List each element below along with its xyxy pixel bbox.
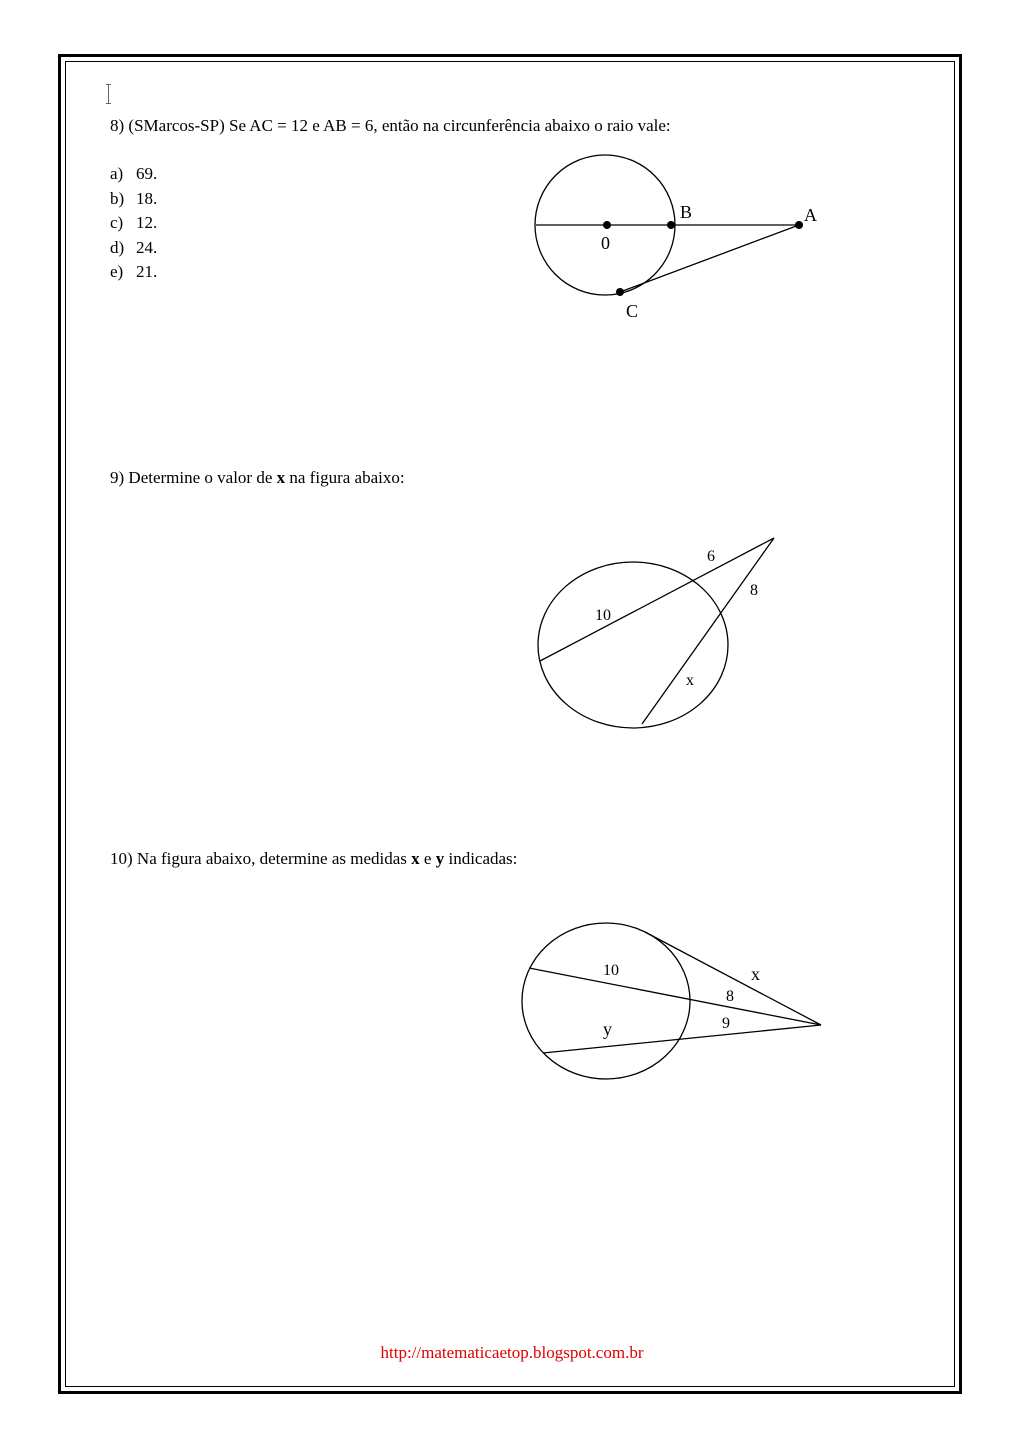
fig10-secant-1 bbox=[529, 968, 821, 1025]
fig9-label-x: x bbox=[686, 672, 694, 689]
fig10-label-8: 8 bbox=[726, 988, 734, 1005]
figure-9 bbox=[538, 538, 774, 728]
question-8-text: 8) (SMarcos-SP) Se AC = 12 e AB = 6, então na circunferência abaixo o raio vale: bbox=[110, 116, 671, 135]
fig9-label-6: 6 bbox=[707, 548, 715, 565]
fig8-tangent-line bbox=[620, 225, 799, 292]
option-d: d) 24. bbox=[110, 237, 158, 257]
option-e: e) 21. bbox=[110, 262, 158, 281]
fig8-points bbox=[603, 221, 803, 296]
fig10-label-9: 9 bbox=[722, 1015, 730, 1032]
figure-10 bbox=[522, 923, 821, 1079]
fig10-tangent bbox=[645, 932, 821, 1025]
label-b: B bbox=[680, 202, 693, 222]
point-b bbox=[667, 221, 675, 229]
option-c: c) 12. bbox=[110, 213, 158, 232]
label-a: A bbox=[804, 205, 817, 225]
fig9-label-8: 8 bbox=[750, 582, 758, 599]
fig10-circle bbox=[522, 923, 690, 1079]
fig10-label-y: y bbox=[603, 1019, 612, 1039]
fig10-label-10: 10 bbox=[603, 962, 619, 979]
option-b: b) 18. bbox=[110, 188, 158, 208]
point-o bbox=[603, 221, 611, 229]
fig10-secant-2 bbox=[543, 1025, 821, 1053]
point-c bbox=[616, 288, 624, 296]
fig10-label-x: x bbox=[751, 964, 760, 984]
label-c: C bbox=[626, 301, 639, 321]
fig9-label-10: 10 bbox=[595, 607, 611, 624]
question-10-text: 10) Na figura abaixo, determine as medidas x e y indicadas: bbox=[110, 849, 518, 868]
point-a bbox=[795, 221, 803, 229]
footer-url-link[interactable]: http://matematicaetop.blogspot.com.br bbox=[380, 1343, 644, 1362]
fig9-secant-1 bbox=[540, 538, 774, 661]
label-o: 0 bbox=[601, 233, 610, 253]
fig9-circle bbox=[538, 562, 728, 728]
option-a: a) 69. bbox=[110, 164, 158, 183]
question-9-text: 9) Determine o valor de x na figura abaixo: bbox=[110, 468, 405, 487]
